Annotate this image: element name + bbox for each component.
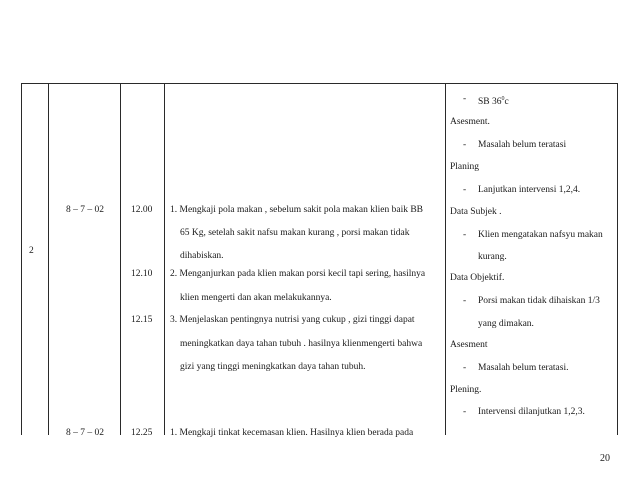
bullet-dash: - (463, 363, 467, 373)
bullet-dash: - (463, 407, 467, 417)
column-divider (48, 83, 49, 435)
evaluation-line: yang dimakan. (478, 319, 534, 329)
row-number: 2 (29, 246, 34, 256)
evaluation-line: Intervensi dilanjutkan 1,2,3. (478, 407, 585, 417)
bullet-dash: - (463, 230, 467, 240)
evaluation-line: Porsi makan tidak dihaiskan 1/3 (478, 296, 600, 306)
time-cell: 12.10 (131, 269, 153, 279)
intervention-line: meningkatkan daya tahan tubuh . hasilnya klienmengerti bahwa (180, 339, 423, 349)
page-number: 20 (600, 453, 610, 464)
intervention-line: 65 Kg, setelah sakit nafsu makan kurang , porsi makan tidak (180, 228, 410, 238)
evaluation-heading: Asesment (450, 340, 488, 350)
evaluation-line: Masalah belum teratasi (478, 140, 567, 150)
evaluation-line: Masalah belum teratasi. (478, 363, 569, 373)
intervention-line: dihabiskan. (180, 251, 224, 261)
evaluation-heading: Asesment. (450, 117, 490, 127)
evaluation-heading: Data Objektif. (450, 273, 505, 283)
intervention-line: 2. Menganjurkan pada klien makan porsi kecil tapi sering, hasilnya (170, 269, 426, 279)
intervention-line: 3. Menjelaskan pentingnya nutrisi yang cukup , gizi tinggi dapat (170, 315, 415, 325)
date-cell: 8 – 7 – 02 (66, 428, 104, 438)
date-cell: 8 – 7 – 02 (66, 205, 104, 215)
intervention-line: klien mengerti dan akan melakukannya. (180, 293, 332, 303)
time-cell: 12.00 (131, 205, 153, 215)
evaluation-heading: Planing (450, 162, 480, 172)
evaluation-line: kurang. (478, 252, 507, 262)
bullet-dash: - (463, 185, 467, 195)
intervention-line: 1. Mengkaji pola makan , sebelum sakit pola makan klien baik BB (170, 205, 424, 215)
evaluation-heading: Plening. (450, 385, 482, 395)
evaluation-line: SB $36^0c$ (478, 96, 509, 108)
bullet-dash: - (463, 94, 467, 104)
evaluation-heading: Data Subjek . (450, 207, 502, 217)
time-cell: 12.15 (131, 315, 153, 325)
bullet-dash: - (463, 140, 467, 150)
intervention-line: 1. Mengkaji tinkat kecemasan klien. Hasilnya klien berada pada (170, 428, 414, 438)
column-divider (120, 83, 121, 435)
evaluation-line: Lanjutkan intervensi 1,2,4. (478, 185, 581, 195)
evaluation-line: Klien mengatakan nafsyu makan (478, 230, 603, 240)
column-divider (164, 83, 165, 435)
bullet-dash: - (463, 296, 467, 306)
intervention-line: gizi yang tinggi meningkatkan daya tahan tubuh. (180, 362, 366, 372)
column-divider (445, 83, 446, 435)
nursing-record-table (21, 83, 618, 435)
time-cell: 12.25 (131, 428, 153, 438)
